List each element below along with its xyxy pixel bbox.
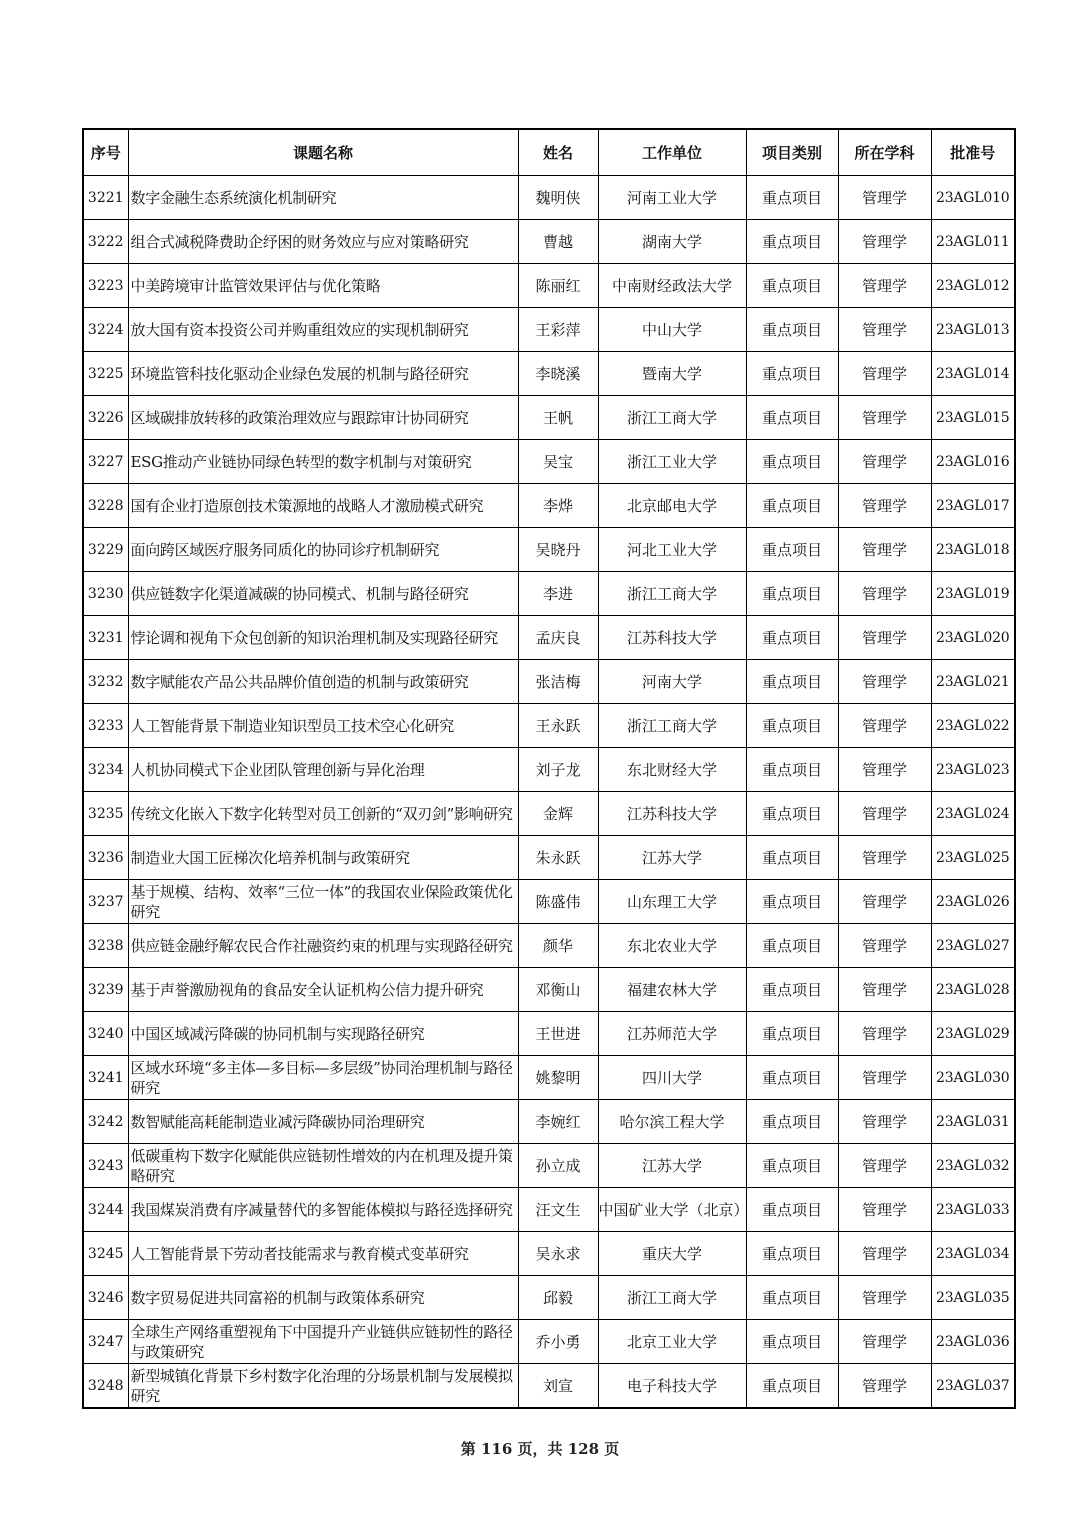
serial-number-cell: 3222: [83, 220, 128, 264]
researcher-name-cell: 朱永跃: [518, 836, 598, 880]
table-row: [83, 616, 1015, 660]
researcher-name-cell: 王彩萍: [518, 308, 598, 352]
serial-number-cell: 3247: [83, 1320, 128, 1364]
project-category-cell: 重点项目: [746, 352, 838, 396]
project-category-cell: 重点项目: [746, 176, 838, 220]
work-unit-cell: 浙江工业大学: [598, 440, 746, 484]
serial-number-cell: 3221: [83, 176, 128, 220]
table-row: [83, 1320, 1015, 1364]
project-category-cell: 重点项目: [746, 1320, 838, 1364]
project-category-cell: 重点项目: [746, 308, 838, 352]
work-unit-cell: 浙江工商大学: [598, 1276, 746, 1320]
discipline-cell: 管理学: [838, 792, 931, 836]
project-category-cell: 重点项目: [746, 660, 838, 704]
work-unit-cell: 电子科技大学: [598, 1364, 746, 1409]
project-category-cell: 重点项目: [746, 616, 838, 660]
header-serial-number: 序号: [83, 129, 128, 176]
header-name: 姓名: [518, 129, 598, 176]
project-title-cell: 数字赋能农产品公共品牌价值创造的机制与政策研究: [128, 660, 518, 704]
researcher-name-cell: 孟庆良: [518, 616, 598, 660]
discipline-cell: 管理学: [838, 1188, 931, 1232]
table-row: [83, 176, 1015, 220]
project-title-cell: 数字金融生态系统演化机制研究: [128, 176, 518, 220]
researcher-name-cell: 邓衡山: [518, 968, 598, 1012]
work-unit-cell: 河北工业大学: [598, 528, 746, 572]
serial-number-cell: 3233: [83, 704, 128, 748]
serial-number-cell: 3241: [83, 1056, 128, 1100]
table-row: [83, 1012, 1015, 1056]
discipline-cell: 管理学: [838, 1012, 931, 1056]
project-title-cell: 供应链金融纾解农民合作社融资约束的机理与实现路径研究: [128, 924, 518, 968]
project-title-cell: 基于声誉激励视角的食品安全认证机构公信力提升研究: [128, 968, 518, 1012]
work-unit-cell: 中国矿业大学（北京）: [598, 1188, 746, 1232]
researcher-name-cell: 王世进: [518, 1012, 598, 1056]
researcher-name-cell: 魏明侠: [518, 176, 598, 220]
approval-number-cell: 23AGL026: [931, 880, 1015, 924]
researcher-name-cell: 陈盛伟: [518, 880, 598, 924]
discipline-cell: 管理学: [838, 352, 931, 396]
table-row: [83, 1144, 1015, 1188]
approval-number-cell: 23AGL032: [931, 1144, 1015, 1188]
researcher-name-cell: 孙立成: [518, 1144, 598, 1188]
approval-number-cell: 23AGL017: [931, 484, 1015, 528]
work-unit-cell: 山东理工大学: [598, 880, 746, 924]
project-category-cell: 重点项目: [746, 484, 838, 528]
project-title-cell: 人工智能背景下劳动者技能需求与教育模式变革研究: [128, 1232, 518, 1276]
project-title-cell: 数字贸易促进共同富裕的机制与政策体系研究: [128, 1276, 518, 1320]
serial-number-cell: 3235: [83, 792, 128, 836]
researcher-name-cell: 李烨: [518, 484, 598, 528]
page-number-footer: 第 116 页，共 128 页: [460, 1440, 620, 1458]
serial-number-cell: 3234: [83, 748, 128, 792]
approval-number-cell: 23AGL029: [931, 1012, 1015, 1056]
serial-number-cell: 3244: [83, 1188, 128, 1232]
project-category-cell: 重点项目: [746, 968, 838, 1012]
table-row: [83, 1364, 1015, 1409]
approval-number-cell: 23AGL036: [931, 1320, 1015, 1364]
project-category-cell: 重点项目: [746, 748, 838, 792]
project-category-cell: 重点项目: [746, 1100, 838, 1144]
work-unit-cell: 东北财经大学: [598, 748, 746, 792]
table-row: [83, 704, 1015, 748]
researcher-name-cell: 陈丽红: [518, 264, 598, 308]
project-table: [82, 128, 1016, 1409]
table-row: [83, 968, 1015, 1012]
header-work-unit: 工作单位: [598, 129, 746, 176]
project-category-cell: 重点项目: [746, 1012, 838, 1056]
approval-number-cell: 23AGL031: [931, 1100, 1015, 1144]
researcher-name-cell: 吴永求: [518, 1232, 598, 1276]
project-category-cell: 重点项目: [746, 440, 838, 484]
work-unit-cell: 江苏大学: [598, 1144, 746, 1188]
table-row: [83, 748, 1015, 792]
project-category-cell: 重点项目: [746, 1188, 838, 1232]
researcher-name-cell: 吴晓丹: [518, 528, 598, 572]
project-title-cell: 面向跨区域医疗服务同质化的协同诊疗机制研究: [128, 528, 518, 572]
approval-number-cell: 23AGL012: [931, 264, 1015, 308]
header-project-category: 项目类别: [746, 129, 838, 176]
project-title-cell: 人工智能背景下制造业知识型员工技术空心化研究: [128, 704, 518, 748]
work-unit-cell: 重庆大学: [598, 1232, 746, 1276]
work-unit-cell: 江苏科技大学: [598, 792, 746, 836]
project-category-cell: 重点项目: [746, 1276, 838, 1320]
table-row: [83, 1100, 1015, 1144]
project-category-cell: 重点项目: [746, 792, 838, 836]
project-title-cell: 中美跨境审计监管效果评估与优化策略: [128, 264, 518, 308]
approval-number-cell: 23AGL018: [931, 528, 1015, 572]
researcher-name-cell: 吴宝: [518, 440, 598, 484]
project-title-cell: 区域水环境“多主体—多目标—多层级”协同治理机制与路径研究: [128, 1056, 518, 1100]
serial-number-cell: 3230: [83, 572, 128, 616]
serial-number-cell: 3243: [83, 1144, 128, 1188]
project-category-cell: 重点项目: [746, 264, 838, 308]
discipline-cell: 管理学: [838, 1056, 931, 1100]
approval-number-cell: 23AGL015: [931, 396, 1015, 440]
work-unit-cell: 湖南大学: [598, 220, 746, 264]
project-category-cell: 重点项目: [746, 924, 838, 968]
approval-number-cell: 23AGL021: [931, 660, 1015, 704]
discipline-cell: 管理学: [838, 440, 931, 484]
table-row: [83, 924, 1015, 968]
discipline-cell: 管理学: [838, 616, 931, 660]
project-title-cell: 新型城镇化背景下乡村数字化治理的分场景机制与发展模拟研究: [128, 1364, 518, 1409]
approval-number-cell: 23AGL022: [931, 704, 1015, 748]
table-row: [83, 836, 1015, 880]
table-row: [83, 1232, 1015, 1276]
table-row: [83, 660, 1015, 704]
approval-number-cell: 23AGL037: [931, 1364, 1015, 1409]
header-discipline: 所在学科: [838, 129, 931, 176]
discipline-cell: 管理学: [838, 1320, 931, 1364]
researcher-name-cell: 刘子龙: [518, 748, 598, 792]
work-unit-cell: 江苏大学: [598, 836, 746, 880]
table-row: [83, 352, 1015, 396]
discipline-cell: 管理学: [838, 220, 931, 264]
work-unit-cell: 东北农业大学: [598, 924, 746, 968]
approval-number-cell: 23AGL011: [931, 220, 1015, 264]
discipline-cell: 管理学: [838, 1232, 931, 1276]
approval-number-cell: 23AGL033: [931, 1188, 1015, 1232]
project-title-cell: 环境监管科技化驱动企业绿色发展的机制与路径研究: [128, 352, 518, 396]
discipline-cell: 管理学: [838, 660, 931, 704]
project-title-cell: 数智赋能高耗能制造业减污降碳协同治理研究: [128, 1100, 518, 1144]
approval-number-cell: 23AGL028: [931, 968, 1015, 1012]
discipline-cell: 管理学: [838, 308, 931, 352]
table-row: [83, 1056, 1015, 1100]
project-category-cell: 重点项目: [746, 396, 838, 440]
table-row: [83, 396, 1015, 440]
serial-number-cell: 3239: [83, 968, 128, 1012]
serial-number-cell: 3246: [83, 1276, 128, 1320]
discipline-cell: 管理学: [838, 1144, 931, 1188]
table-row: [83, 1276, 1015, 1320]
project-category-cell: 重点项目: [746, 704, 838, 748]
discipline-cell: 管理学: [838, 924, 931, 968]
project-title-cell: 悖论调和视角下众包创新的知识治理机制及实现路径研究: [128, 616, 518, 660]
researcher-name-cell: 曹越: [518, 220, 598, 264]
work-unit-cell: 北京邮电大学: [598, 484, 746, 528]
table-body: [83, 176, 1015, 1409]
project-title-cell: 组合式减税降费助企纾困的财务效应与应对策略研究: [128, 220, 518, 264]
work-unit-cell: 浙江工商大学: [598, 704, 746, 748]
project-title-cell: 放大国有资本投资公司并购重组效应的实现机制研究: [128, 308, 518, 352]
approval-number-cell: 23AGL020: [931, 616, 1015, 660]
approval-number-cell: 23AGL024: [931, 792, 1015, 836]
researcher-name-cell: 李晓溪: [518, 352, 598, 396]
project-title-cell: ESG推动产业链协同绿色转型的数字机制与对策研究: [128, 440, 518, 484]
work-unit-cell: 江苏师范大学: [598, 1012, 746, 1056]
project-category-cell: 重点项目: [746, 1144, 838, 1188]
work-unit-cell: 四川大学: [598, 1056, 746, 1100]
serial-number-cell: 3223: [83, 264, 128, 308]
serial-number-cell: 3229: [83, 528, 128, 572]
work-unit-cell: 中南财经政法大学: [598, 264, 746, 308]
project-title-cell: 我国煤炭消费有序减量替代的多智能体模拟与路径选择研究: [128, 1188, 518, 1232]
table-row: [83, 264, 1015, 308]
table-row: [83, 220, 1015, 264]
researcher-name-cell: 刘宣: [518, 1364, 598, 1409]
work-unit-cell: 河南工业大学: [598, 176, 746, 220]
serial-number-cell: 3236: [83, 836, 128, 880]
project-category-cell: 重点项目: [746, 836, 838, 880]
researcher-name-cell: 李婉红: [518, 1100, 598, 1144]
researcher-name-cell: 金辉: [518, 792, 598, 836]
approval-number-cell: 23AGL034: [931, 1232, 1015, 1276]
serial-number-cell: 3242: [83, 1100, 128, 1144]
table-row: [83, 484, 1015, 528]
work-unit-cell: 江苏科技大学: [598, 616, 746, 660]
discipline-cell: 管理学: [838, 1276, 931, 1320]
project-title-cell: 基于规模、结构、效率“三位一体”的我国农业保险政策优化研究: [128, 880, 518, 924]
researcher-name-cell: 王永跃: [518, 704, 598, 748]
researcher-name-cell: 乔小勇: [518, 1320, 598, 1364]
serial-number-cell: 3227: [83, 440, 128, 484]
project-title-cell: 国有企业打造原创技术策源地的战略人才激励模式研究: [128, 484, 518, 528]
serial-number-cell: 3238: [83, 924, 128, 968]
work-unit-cell: 浙江工商大学: [598, 396, 746, 440]
table-header-row: [83, 129, 1015, 176]
project-title-cell: 区域碳排放转移的政策治理效应与跟踪审计协同研究: [128, 396, 518, 440]
table-row: [83, 1188, 1015, 1232]
project-title-cell: 制造业大国工匠梯次化培养机制与政策研究: [128, 836, 518, 880]
table-row: [83, 572, 1015, 616]
project-category-cell: 重点项目: [746, 528, 838, 572]
researcher-name-cell: 颜华: [518, 924, 598, 968]
project-category-cell: 重点项目: [746, 1364, 838, 1409]
approval-number-cell: 23AGL016: [931, 440, 1015, 484]
work-unit-cell: 哈尔滨工程大学: [598, 1100, 746, 1144]
discipline-cell: 管理学: [838, 880, 931, 924]
work-unit-cell: 暨南大学: [598, 352, 746, 396]
project-category-cell: 重点项目: [746, 1232, 838, 1276]
serial-number-cell: 3232: [83, 660, 128, 704]
table-row: [83, 308, 1015, 352]
discipline-cell: 管理学: [838, 836, 931, 880]
approval-number-cell: 23AGL030: [931, 1056, 1015, 1100]
discipline-cell: 管理学: [838, 572, 931, 616]
discipline-cell: 管理学: [838, 968, 931, 1012]
discipline-cell: 管理学: [838, 1364, 931, 1409]
header-approval-number: 批准号: [931, 129, 1015, 176]
project-title-cell: 供应链数字化渠道减碳的协同模式、机制与路径研究: [128, 572, 518, 616]
work-unit-cell: 中山大学: [598, 308, 746, 352]
approval-number-cell: 23AGL035: [931, 1276, 1015, 1320]
header-project-title: 课题名称: [128, 129, 518, 176]
serial-number-cell: 3240: [83, 1012, 128, 1056]
table-row: [83, 792, 1015, 836]
discipline-cell: 管理学: [838, 704, 931, 748]
table-row: [83, 528, 1015, 572]
serial-number-cell: 3225: [83, 352, 128, 396]
approval-number-cell: 23AGL019: [931, 572, 1015, 616]
researcher-name-cell: 王帆: [518, 396, 598, 440]
researcher-name-cell: 张洁梅: [518, 660, 598, 704]
discipline-cell: 管理学: [838, 396, 931, 440]
serial-number-cell: 3224: [83, 308, 128, 352]
discipline-cell: 管理学: [838, 264, 931, 308]
project-title-cell: 人机协同模式下企业团队管理创新与异化治理: [128, 748, 518, 792]
discipline-cell: 管理学: [838, 748, 931, 792]
serial-number-cell: 3226: [83, 396, 128, 440]
researcher-name-cell: 邱毅: [518, 1276, 598, 1320]
project-category-cell: 重点项目: [746, 880, 838, 924]
project-category-cell: 重点项目: [746, 220, 838, 264]
approval-number-cell: 23AGL027: [931, 924, 1015, 968]
discipline-cell: 管理学: [838, 1100, 931, 1144]
serial-number-cell: 3245: [83, 1232, 128, 1276]
table-row: [83, 440, 1015, 484]
discipline-cell: 管理学: [838, 484, 931, 528]
approval-number-cell: 23AGL010: [931, 176, 1015, 220]
project-title-cell: 全球生产网络重塑视角下中国提升产业链供应链韧性的路径与政策研究: [128, 1320, 518, 1364]
researcher-name-cell: 汪文生: [518, 1188, 598, 1232]
researcher-name-cell: 李进: [518, 572, 598, 616]
serial-number-cell: 3228: [83, 484, 128, 528]
discipline-cell: 管理学: [838, 528, 931, 572]
project-title-cell: 中国区域减污降碳的协同机制与实现路径研究: [128, 1012, 518, 1056]
serial-number-cell: 3248: [83, 1364, 128, 1409]
discipline-cell: 管理学: [838, 176, 931, 220]
project-category-cell: 重点项目: [746, 572, 838, 616]
work-unit-cell: 浙江工商大学: [598, 572, 746, 616]
approval-number-cell: 23AGL014: [931, 352, 1015, 396]
approval-number-cell: 23AGL013: [931, 308, 1015, 352]
work-unit-cell: 河南大学: [598, 660, 746, 704]
serial-number-cell: 3231: [83, 616, 128, 660]
project-category-cell: 重点项目: [746, 1056, 838, 1100]
serial-number-cell: 3237: [83, 880, 128, 924]
researcher-name-cell: 姚黎明: [518, 1056, 598, 1100]
table-row: [83, 880, 1015, 924]
work-unit-cell: 北京工业大学: [598, 1320, 746, 1364]
approval-number-cell: 23AGL023: [931, 748, 1015, 792]
approval-number-cell: 23AGL025: [931, 836, 1015, 880]
work-unit-cell: 福建农林大学: [598, 968, 746, 1012]
project-title-cell: 传统文化嵌入下数字化转型对员工创新的“双刃剑”影响研究: [128, 792, 518, 836]
project-title-cell: 低碳重构下数字化赋能供应链韧性增效的内在机理及提升策略研究: [128, 1144, 518, 1188]
